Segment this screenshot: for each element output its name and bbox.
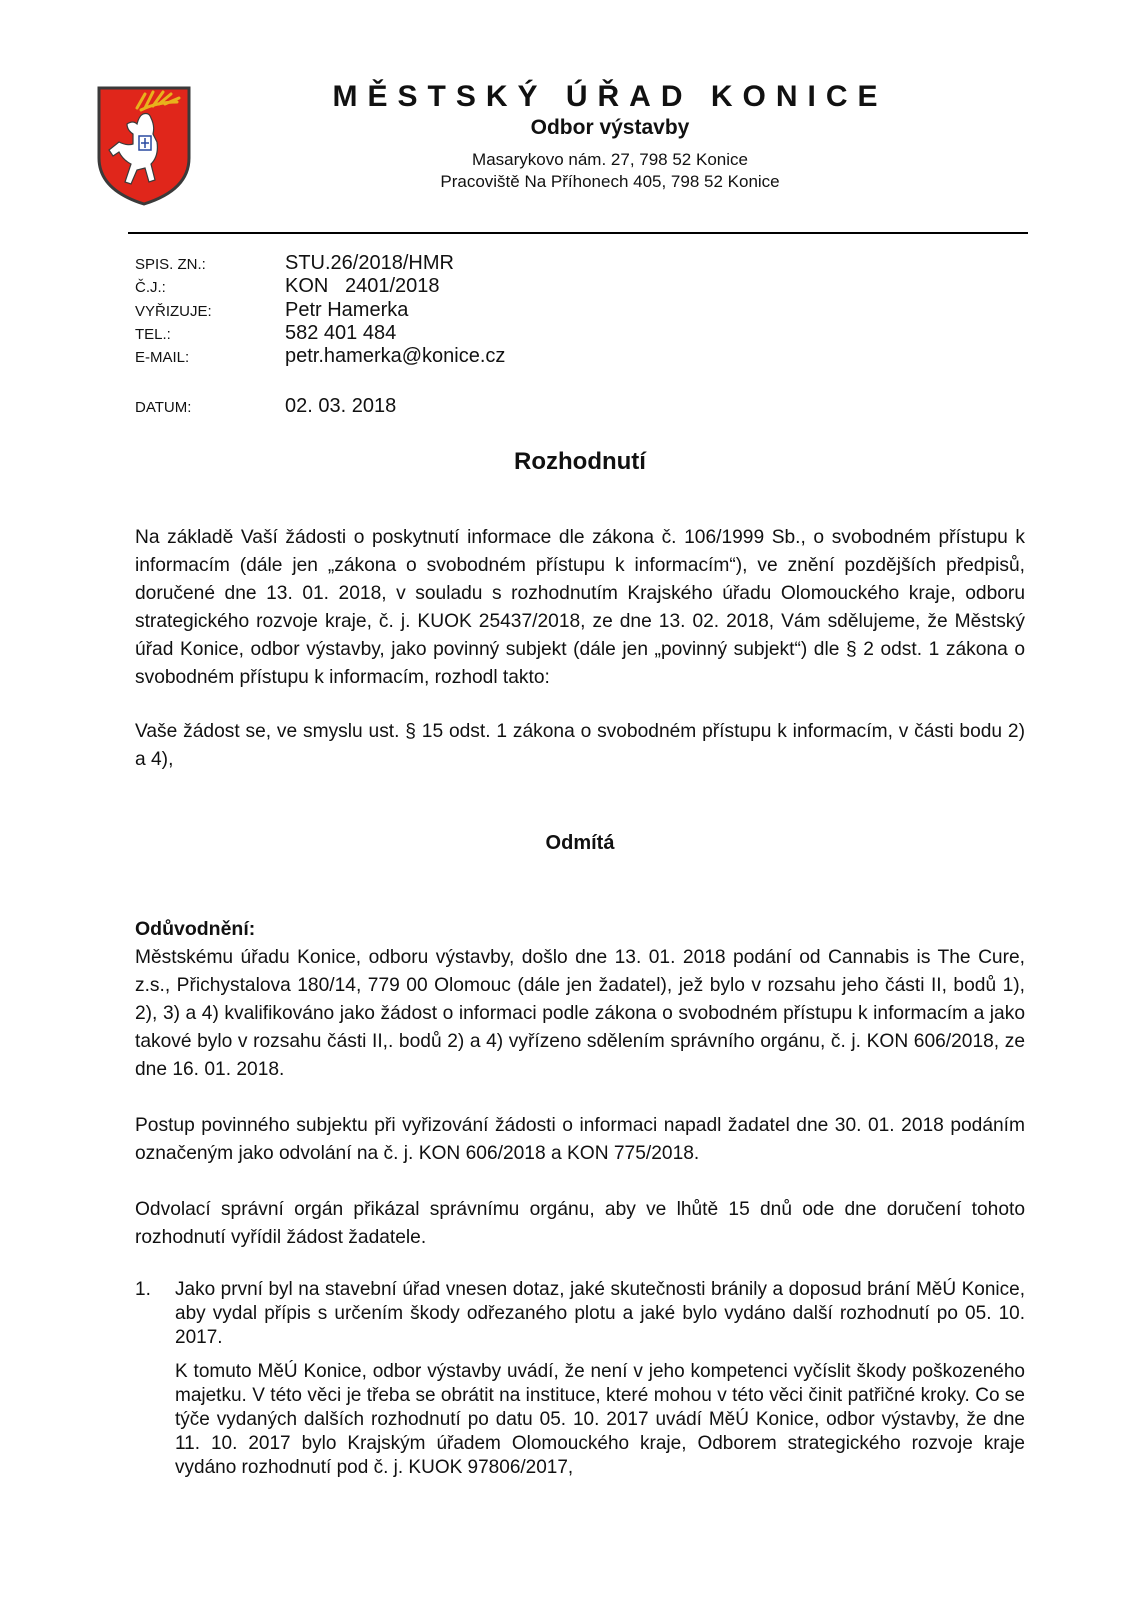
spis-label: SPIS. ZN.:: [135, 256, 206, 273]
datum-label: DATUM:: [135, 399, 192, 416]
address-line-1: Masarykovo nám. 27, 798 52 Konice: [472, 150, 748, 169]
spis-value: STU.26/2018/HMR: [285, 252, 454, 274]
verdict-heading: Odmítá: [545, 832, 615, 854]
vyrizuje-label: VYŘIZUJE:: [135, 303, 212, 320]
decision-paragraph: Vaše žádost se, ve smyslu ust. § 15 odst. 1 zákona o svobodném přístupu k informacím, v části bodu 2) a 4),: [135, 721, 1025, 770]
cj-label: Č.J.:: [135, 279, 166, 296]
reasoning-heading: Odůvodnění:: [135, 918, 256, 940]
reasoning-paragraph-3: Odvolací správní orgán přikázal správnímu orgánu, aby ve lhůtě 15 dnů ode dne doručení tohoto rozhodnutí vyřídil žádost žadatele.: [135, 1199, 1025, 1248]
konice-coat-of-arms: [97, 86, 191, 206]
department-name: Odbor výstavby: [530, 116, 690, 139]
cj-value: KON 2401/2018: [285, 275, 440, 297]
spis-row: [135, 251, 735, 275]
tel-label: TEL.:: [135, 326, 171, 343]
vyrizuje-row: [135, 298, 735, 322]
tel-row: [135, 321, 735, 345]
email-value[interactable]: petr.hamerka@konice.cz: [285, 345, 506, 367]
email-label: E-MAIL:: [135, 349, 190, 366]
datum-value: 02. 03. 2018: [285, 395, 397, 417]
office-title: MĚSTSKÝ ÚŘAD KONICE: [332, 80, 888, 113]
cj-row: [135, 274, 735, 298]
list-item-question: Jako první byl na stavební úřad vnesen dotaz, jaké skutečnosti bránily a doposud brání MěÚ Konice, aby vydal přípis s určením škody odřezaného plotu a jaké bylo vydáno další rozhodnutí po 05. 10. 2017.: [175, 1279, 1025, 1348]
reasoning-paragraph-2: Postup povinného subjektu při vyřizování žádosti o informaci napadl žadatel dne 30. 01. 2018 podáním označeným jako odvolání na č. j. KON 606/2018 a KON 775/2018.: [135, 1115, 1025, 1164]
address-line-2: Pracoviště Na Příhonech 405, 798 52 Konice: [440, 172, 780, 191]
reasoning-paragraph-1: Městskému úřadu Konice, odboru výstavby, došlo dne 13. 01. 2018 podání od Cannabis is The Cure, z.s., Přichystalova 180/14, 779 00 Olomouc (dále jen žadatel), jež bylo v rozsahu jeho části II, bodů 1), 2), 3) a 4) kvalifikováno jako žádost o informaci podle zákona o svobodném přístupu k informacím a jako takové bylo v rozsahu části II,. bodů 2) a 4) vyřízeno sdělením správního orgánu, č. j. KON 606/2018, ze dne 16. 01. 2018.: [135, 947, 1025, 1080]
tel-value: 582 401 484: [285, 322, 397, 344]
intro-paragraph: Na základě Vaší žádosti o poskytnutí informace dle zákona č. 106/1999 Sb., o svobodném přístupu k informacím (dále jen „zákona o svobodném přístupu k informacím“), ve znění pozdějších předpisů, doručené dne 13. 01. 2018, v souladu s rozhodnutím Krajského úřadu Olomouckého kraje, odboru strategického rozvoje kraje, č. j. KUOK 25437/2018, ze dne 13. 02. 2018, Vám sdělujeme, že Městský úřad Konice, odbor výstavby, jako povinný subjekt (dále jen „povinný subjekt“) dle § 2 odst. 1 zákona o svobodném přístupu k informacím, rozhodl takto:: [135, 527, 1025, 688]
email-row: [135, 344, 735, 368]
vyrizuje-value: Petr Hamerka: [285, 299, 409, 321]
header-divider: [128, 232, 1028, 234]
list-item-number: 1.: [135, 1279, 151, 1300]
list-item-answer: K tomuto MěÚ Konice, odbor výstavby uvádí, že není v jeho kompetenci vyčíslit škody poškozeného majetku. V této věci je třeba se obrátit na instituce, které mohou v této věci činit patřičné kroky. Co se týče vydaných dalších rozhodnutí po datu 05. 10. 2017 uvádí MěÚ Konice, odbor výstavby, že dne 11. 10. 2017 bylo Krajským úřadem Olomouckého kraje, Odborem strategického rozvoje kraje vydáno rozhodnutí pod č. j. KUOK 97806/2017,: [175, 1361, 1025, 1478]
document-title: Rozhodnutí: [514, 448, 646, 475]
datum-row: [135, 394, 735, 418]
